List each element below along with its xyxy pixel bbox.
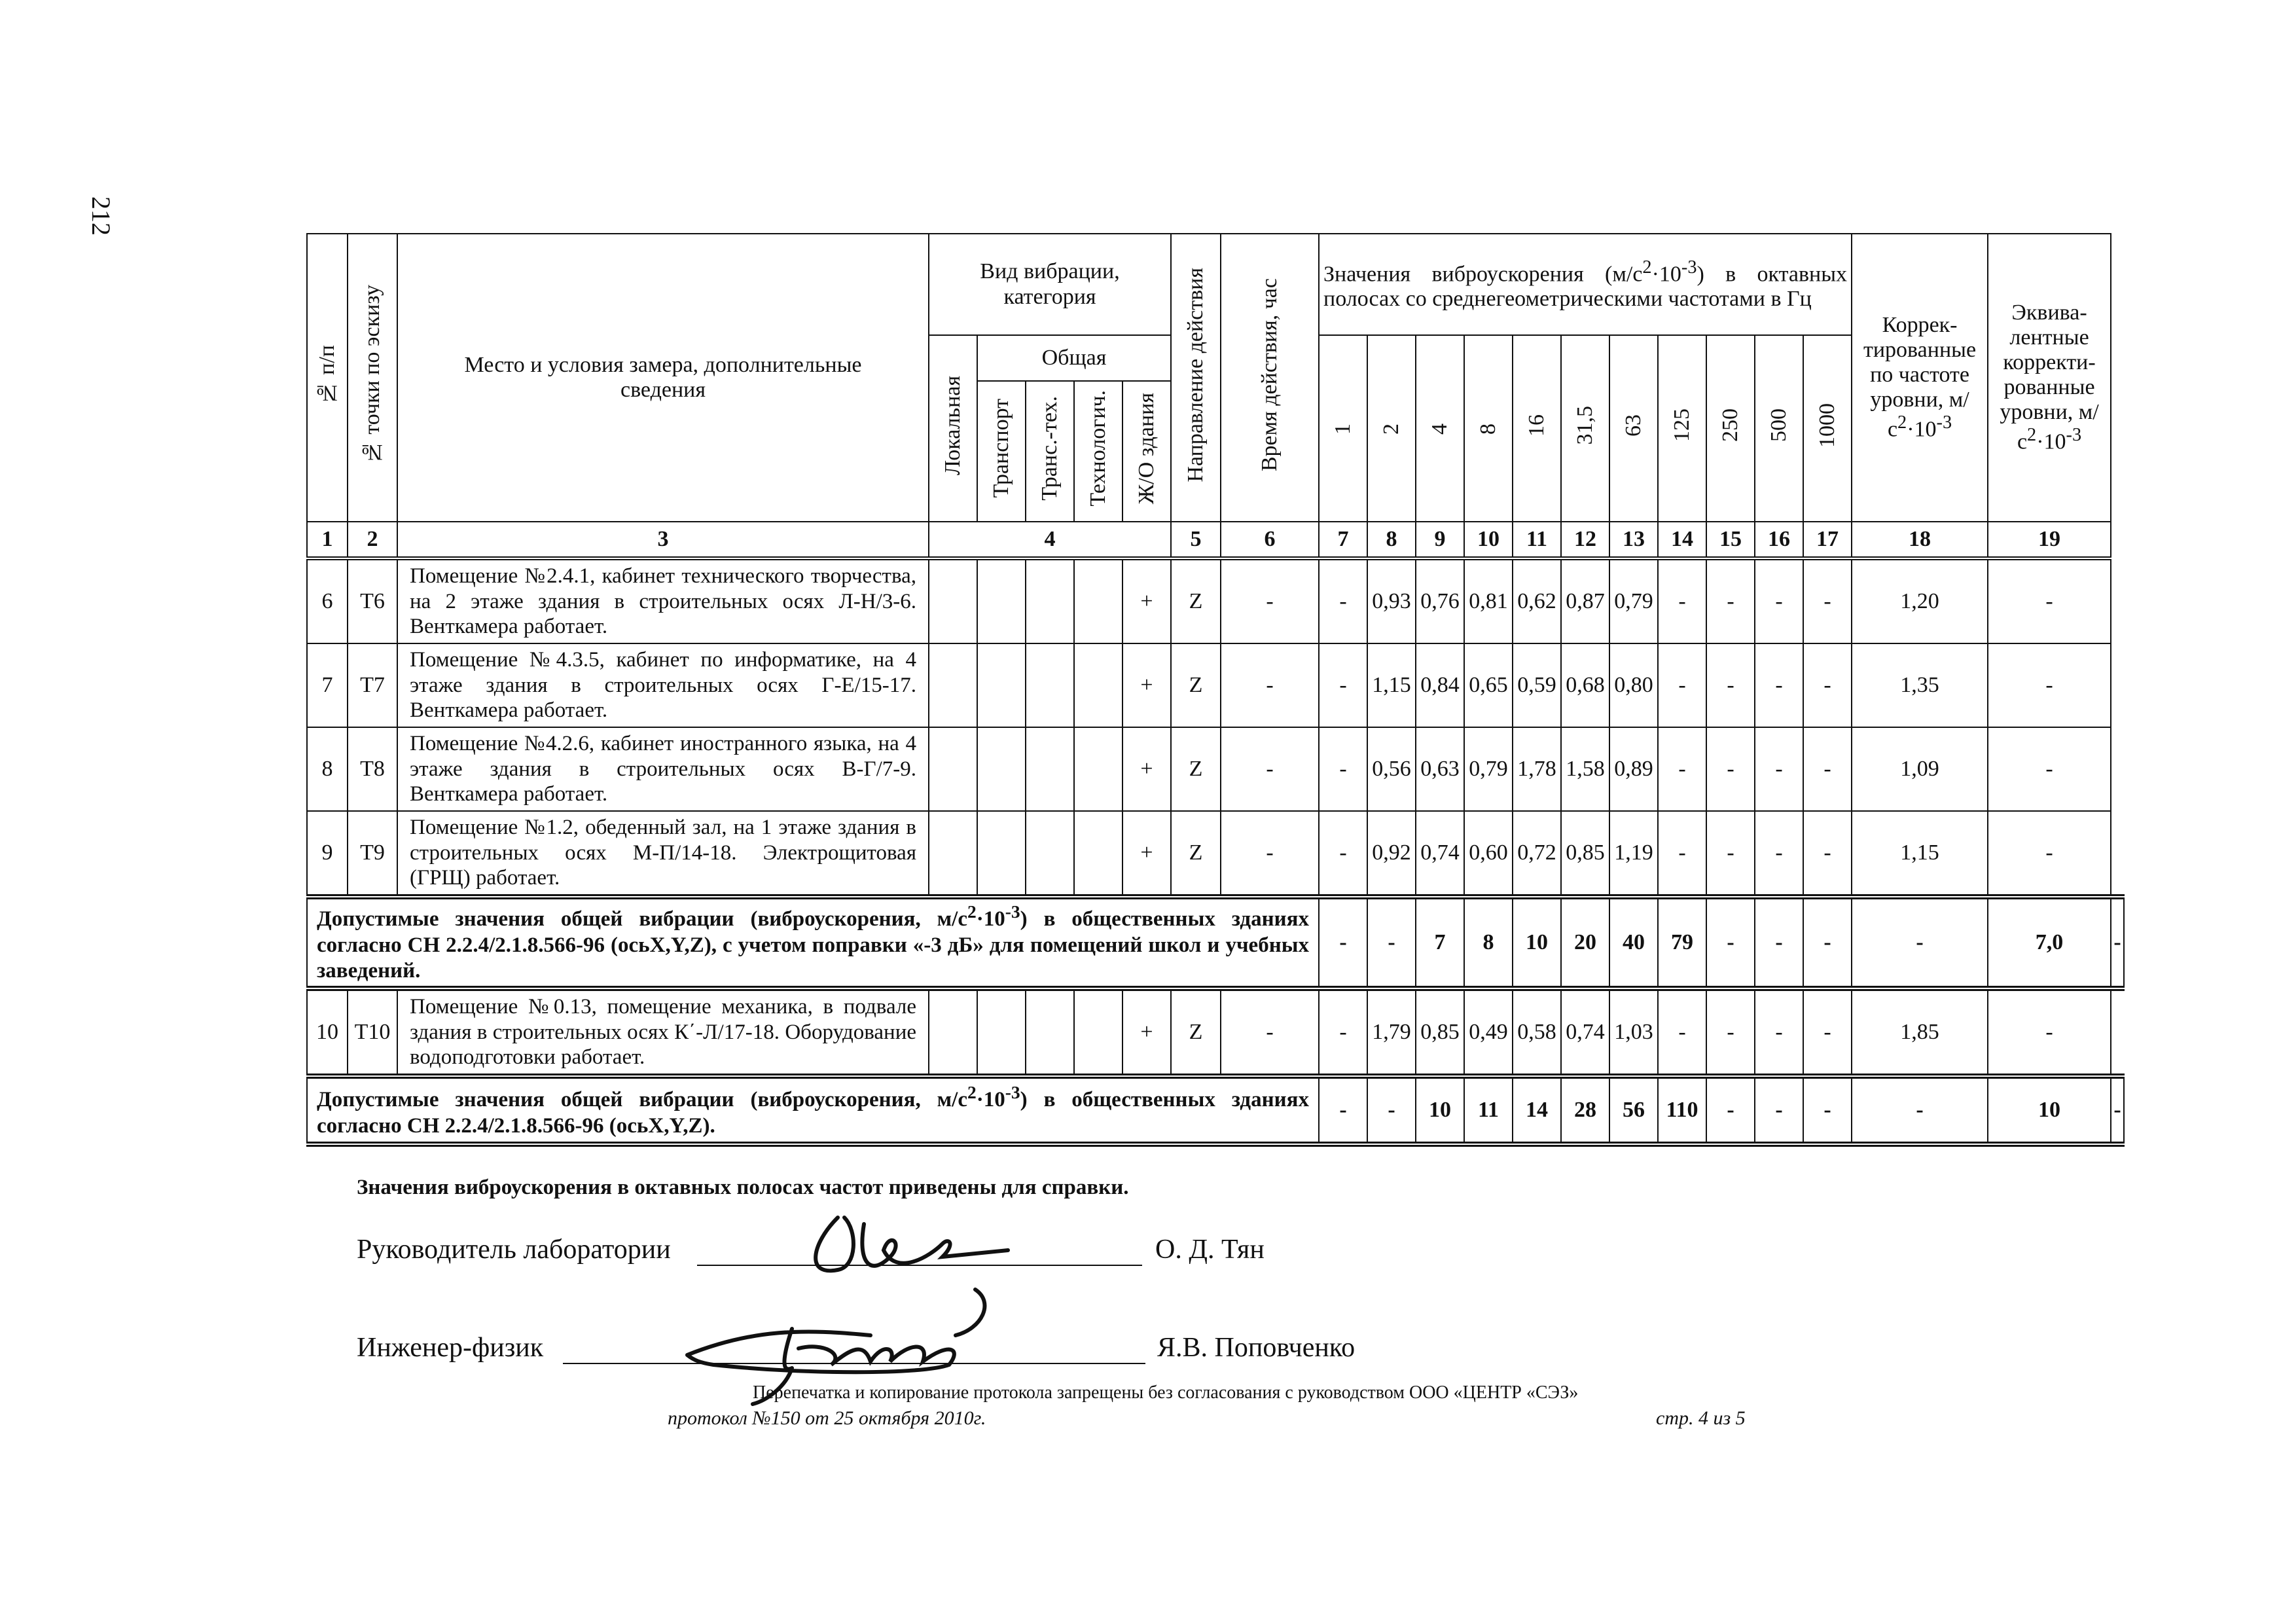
limit-row: Допустимые значения общей вибрации (виброускорения, $м/с^2\cdot 10^{-3}$) в общественных зданиях согласно СН 2.2.4/2.1.8.566-96 (осьX,Y,Z). - - 10 11 14 28 56 110 - - - - 10 - <box>307 1076 2124 1144</box>
header-local: Локальная <box>929 335 977 522</box>
head-name: О. Д. Тян <box>1155 1235 1265 1265</box>
header-nn: № п/п <box>307 234 348 522</box>
freq-250: 250 <box>1706 335 1755 522</box>
engineer-label: Инженер-физик <box>357 1333 544 1363</box>
page-counter: стр. 4 из 5 <box>1656 1407 1746 1429</box>
header-equivalent: Эквива-лентные корректи-рованные уровни, $м/с^2\cdot 10^{-3}$ <box>1988 234 2111 522</box>
limit-row: Допустимые значения общей вибрации (виброускорения, $м/с^2\cdot 10^{-3}$) в общественных зданиях согласно СН 2.2.4/2.1.8.566-96 (осьX,Y,Z), с учетом поправки «-3 дБ» для помещений школ и учебных заведений. - - 7 8 10 20 40 79 - - - - 7,0 - <box>307 897 2124 988</box>
freq-1: 1 <box>1319 335 1367 522</box>
head-label: Руководитель лаборатории <box>357 1235 671 1265</box>
column-number-row: 1 2 3 4 5 6 7 8 9 10 11 12 13 14 15 16 17 18 19 <box>307 522 2124 558</box>
header-building: Ж/О здания <box>1123 381 1171 522</box>
freq-31-5: 31,5 <box>1561 335 1609 522</box>
table-row: 7 Т7 Помещение №4.3.5, кабинет по информатике, на 4 этаже здания в строительных осях Г-Е/15-17. Венткамера работает. + Z - - 1,15 0,84 0,65 0,59 0,68 0,80 - - - - 1,35 - <box>307 643 2124 727</box>
freq-500: 500 <box>1755 335 1803 522</box>
table-row: 10 Т10 Помещение №0.13, помещение механика, в подвале здания в строительных осях К΄-Л/17-18. Оборудование водоподготовки работает. + Z - - 1,79 0,85 0,49 0,58 0,74 1,03 - - - - 1,85 - <box>307 988 2124 1076</box>
freq-4: 4 <box>1416 335 1464 522</box>
header-technolog: Технологич. <box>1074 381 1123 522</box>
freq-63: 63 <box>1609 335 1658 522</box>
engineer-name: Я.В. Поповченко <box>1157 1333 1356 1363</box>
limit-label: Допустимые значения общей вибрации (виброускорения, $м/с^2\cdot 10^{-3}$) в общественных зданиях согласно СН 2.2.4/2.1.8.566-96 (осьX,Y,Z). <box>307 1076 1319 1144</box>
table-row: 9 Т9 Помещение №1.2, обеденный зал, на 1 этаже здания в строительных осях М-П/14-18. Электрощитовая (ГРЩ) работает. + Z - - 0,92 0,74 0,60 0,72 0,85 1,19 - - - - 1,15 - <box>307 811 2124 897</box>
header-point: № точки по эскизу <box>348 234 397 522</box>
limit-label: Допустимые значения общей вибрации (виброускорения, $м/с^2\cdot 10^{-3}$) в общественных зданиях согласно СН 2.2.4/2.1.8.566-96 (осьX,Y,Z), с учетом поправки «-3 дБ» для помещений школ и учебных заведений. <box>307 897 1319 988</box>
header-vibration-type: Вид вибрации, категория <box>929 234 1171 335</box>
header-transtech: Транс.-тех. <box>1026 381 1074 522</box>
copyright-notice: Перепечатка и копирование протокола запрещены без согласования с руководством ООО «ЦЕНТР «СЭЗ» <box>753 1382 1579 1403</box>
vibration-protocol-table <box>306 233 2125 1147</box>
header-place: Место и условия замера, дополнительные сведения <box>397 234 929 522</box>
table-row: 6 Т6 Помещение №2.4.1, кабинет технического творчества, на 2 этаже здания в строительных осях Л-Н/3-6. Венткамера работает. + Z - - 0,93 0,76 0,81 0,62 0,87 0,79 - - - - 1,20 - <box>307 558 2124 643</box>
freq-125: 125 <box>1658 335 1706 522</box>
freq-16: 16 <box>1513 335 1561 522</box>
table-row: 8 Т8 Помещение №4.2.6, кабинет иностранного языка, на 4 этаже здания в строительных осях В-Г/7-9. Венткамера работает. + Z - - 0,56 0,63 0,79 1,78 1,58 0,89 - - - - 1,09 - <box>307 727 2124 811</box>
freq-8: 8 <box>1464 335 1513 522</box>
protocol-ref: протокол №150 от 25 октября 2010г. <box>668 1407 986 1429</box>
header-transport: Транспорт <box>977 381 1026 522</box>
header-general: Общая <box>977 335 1171 381</box>
header-direction: Направление действия <box>1171 234 1221 522</box>
freq-1000: 1000 <box>1803 335 1852 522</box>
header-frequency-group: Значения виброускорения $(м/с^2\cdot 10^{-3})$ в октавных полосах со среднегеометрическими частотами в Гц <box>1319 234 1852 335</box>
freq-2: 2 <box>1367 335 1416 522</box>
header-corrected: Коррек-тированные по частоте уровни, $м/с^2\cdot 10^{-3}$ <box>1852 234 1988 522</box>
page-number: 212 <box>86 196 116 236</box>
note-text: Значения виброускорения в октавных полосах частот приведены для справки. <box>357 1176 1129 1199</box>
header-time: Время действия, час <box>1221 234 1319 522</box>
